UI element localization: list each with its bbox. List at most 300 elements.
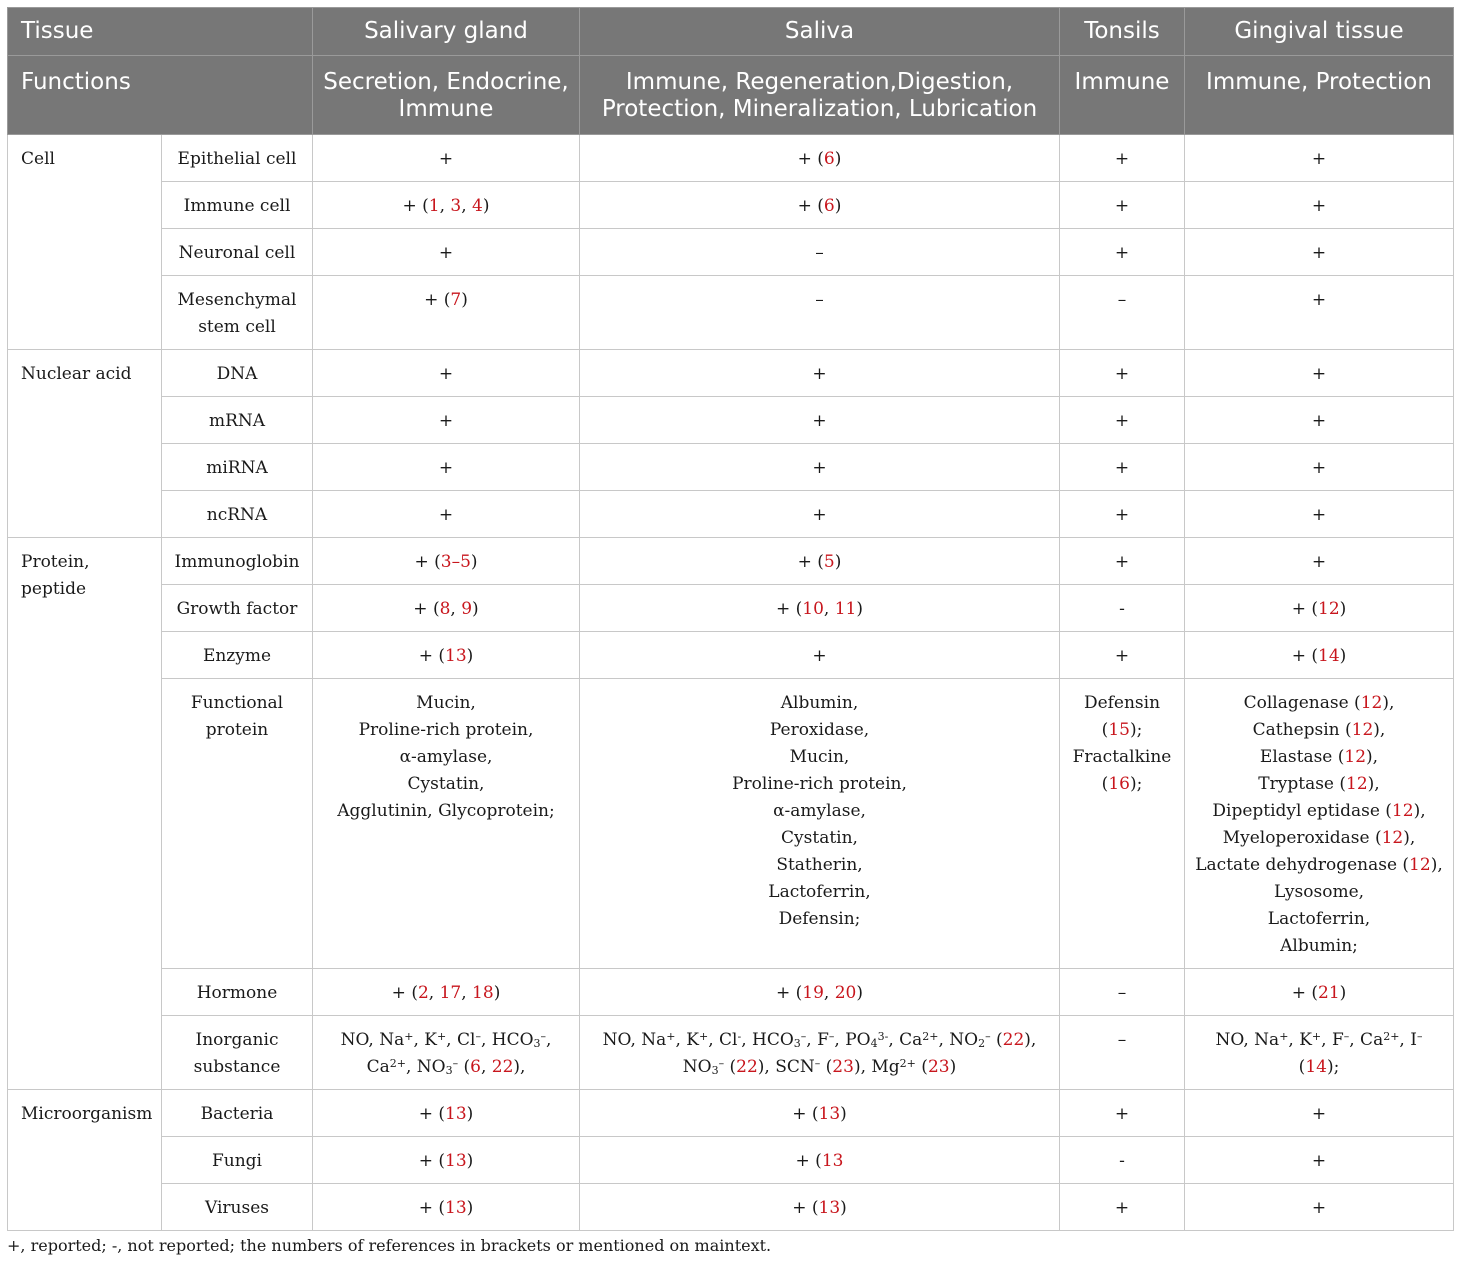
cell-gingival-tissue [1185,679,1454,969]
cell-text: + ( [418,1104,445,1124]
cell-text: + [1311,196,1327,216]
cell-line [313,408,579,435]
cell-text: ) [834,196,842,216]
cell-text: Cystatin, [407,774,485,794]
cell-line [580,549,1059,576]
cell-line [580,1195,1059,1222]
item-label: mRNA [208,411,266,431]
cell-line [1060,596,1184,623]
cell-line [1060,408,1184,435]
cell-line [580,1027,1059,1054]
cell-tonsils [1060,135,1185,182]
cell-text: Proline-rich protein, [732,774,907,794]
functions-label: Functions [8,56,313,135]
cell-gingival-tissue [1185,350,1454,397]
cell-tonsils [1060,276,1185,350]
cell-salivary-gland [313,969,580,1016]
cell-text: + [438,505,454,525]
table-row [8,350,1454,397]
cell-gingival-tissue [1185,491,1454,538]
cell-line [1185,502,1453,529]
tissue-label: Tissue [8,8,313,56]
cell-line [1060,1027,1184,1054]
cell-line [1185,1195,1453,1222]
cell-text: ( [915,1057,928,1077]
cell-line [1060,146,1184,173]
cell-text: ), [1367,774,1380,794]
cell-gingival-tissue [1185,1090,1454,1137]
cell-line [313,502,579,529]
cell-text: + ( [797,552,824,572]
cell-line [1060,717,1184,744]
cell-saliva [580,1137,1060,1184]
cell-text: ) [840,1104,847,1124]
cell-tonsils [1060,229,1185,276]
reference-number: 14 [1305,1057,1327,1077]
category-cell [8,350,162,538]
cell-text: ), Mg [853,1057,900,1077]
cell-text: Ca [366,1057,390,1077]
cell-text: ) [472,599,479,619]
cell-line [1060,1101,1184,1128]
cell-salivary-gland [313,397,580,444]
cell-text: + [1114,552,1130,572]
cell-line [580,852,1059,879]
cell-text: Cystatin, [781,828,858,848]
reference-number: 3–5 [440,552,471,572]
cell-gingival-tissue [1185,182,1454,229]
reference-number: 22 [736,1057,758,1077]
cell-line [580,798,1059,825]
table-row [8,182,1454,229]
cell-text: ), [1413,801,1426,821]
cell-line [1185,852,1453,879]
reference-number: 15 [1108,720,1130,740]
reference-number: 13 [445,1104,467,1124]
cell-line [313,717,579,744]
cell-line [1185,240,1453,267]
cell-tonsils [1060,585,1185,632]
cell-line [1060,549,1184,576]
cell-gingival-tissue [1185,1184,1454,1231]
function-line: Immune, Regeneration,Digestion, [625,69,1014,95]
cell-text: Myeloperoxidase ( [1222,828,1382,848]
item-cell [162,1090,313,1137]
cell-saliva [580,585,1060,632]
cell-text: Agglutinin, Glycoprotein; [337,801,555,821]
cell-line [580,717,1059,744]
cell-line [580,240,1059,267]
cell-gingival-tissue [1185,1137,1454,1184]
cell-saliva [580,969,1060,1016]
cell-text: , Ca [888,1030,923,1050]
cell-text: , [450,599,462,619]
cell-line [580,408,1059,435]
cell-text: , NO [405,1057,446,1077]
reference-number: 13 [445,1198,467,1218]
cell-line [1185,744,1453,771]
cell-text: Tryptase ( [1258,774,1347,794]
cell-text: Defensin [1083,693,1161,713]
reference-number: 16 [1108,774,1130,794]
reference-number: 6 [823,149,835,169]
item-label: Enzyme [202,646,272,666]
cell-line [313,361,579,388]
cell-text: ( [820,1057,833,1077]
reference-number: 12 [1346,774,1368,794]
cell-text: ); [1326,1057,1340,1077]
cell-text: Collagenase ( [1243,693,1361,713]
table-row [8,1090,1454,1137]
table-row [8,397,1454,444]
cell-text: + [438,243,454,263]
item-label: ncRNA [206,505,268,525]
cell-text: – [828,1030,835,1043]
item-cell [162,538,313,585]
cell-text: 2+ [389,1057,406,1070]
reference-number: 10 [802,599,824,619]
cell-text: + ( [795,1151,822,1171]
cell-text: + ( [792,1198,819,1218]
cell-text: ), SCN [757,1057,815,1077]
cell-text: + ( [1291,599,1318,619]
cell-line [1060,980,1184,1007]
cell-tonsils [1060,969,1185,1016]
category-label: Protein, [21,552,90,572]
cell-gingival-tissue [1185,444,1454,491]
cell-line [1185,1027,1453,1054]
cell-text: Albumin, [780,693,859,713]
item-label: Inorganic [195,1030,279,1050]
cell-text: + [1114,505,1130,525]
cell-text: , K [413,1030,437,1050]
cell-text: + [666,1030,676,1043]
table-row [8,491,1454,538]
cell-text: , K [675,1030,700,1050]
cell-text: + [1114,364,1130,384]
item-cell [162,969,313,1016]
reference-number: 9 [461,599,473,619]
cell-text: ), [1373,720,1386,740]
cell-text: , [428,983,440,1003]
cell-text: , [823,599,835,619]
item-label: substance [193,1057,281,1077]
cell-text: ( [724,1057,737,1077]
cell-saliva [580,679,1060,969]
cell-text: + [1311,411,1327,431]
cell-text: Albumin; [1280,936,1358,956]
cell-text: ) [856,983,863,1003]
cell-line [580,287,1059,314]
cell-line [1185,980,1453,1007]
cell-salivary-gland [313,1137,580,1184]
cell-saliva [580,1090,1060,1137]
cell-line [313,146,579,173]
reference-number: 3 [450,196,462,216]
table-row [8,1016,1454,1090]
cell-line [313,193,579,220]
cell-line [313,771,579,798]
cell-text: + [1311,1151,1327,1171]
cell-text: – [452,1057,459,1070]
table-row [8,1184,1454,1231]
item-label: Neuronal cell [178,243,296,263]
item-label: miRNA [206,458,268,478]
cell-text: + [1311,243,1327,263]
cell-text: ) [470,552,478,572]
reference-number: 8 [439,599,451,619]
col-tonsils: Tonsils [1060,8,1185,56]
cell-gingival-tissue [1185,632,1454,679]
cell-text: , HCO [741,1030,794,1050]
reference-number: 1 [428,196,440,216]
cell-line [580,771,1059,798]
cell-tonsils [1060,444,1185,491]
cell-tonsils [1060,679,1185,969]
cell-saliva [580,135,1060,182]
item-label: protein [205,720,269,740]
table-header [8,8,1454,135]
item-label: Fungi [211,1151,262,1171]
cell-saliva [580,229,1060,276]
cell-line [313,549,579,576]
cell-tonsils [1060,397,1185,444]
cell-tonsils [1060,491,1185,538]
cell-text: ) [834,149,842,169]
cell-line [1060,240,1184,267]
cell-line [1185,825,1453,852]
cell-text: ) [840,1198,847,1218]
cell-saliva [580,182,1060,229]
cell-text: ( [458,1057,471,1077]
cell-text: + [404,1030,414,1043]
cell-text: α-amylase, [399,747,493,767]
cell-text: + [812,364,827,384]
cell-gingival-tissue [1185,538,1454,585]
cell-text: – [1117,1030,1127,1050]
reference-number: 5 [823,552,835,572]
cell-text: ) [493,983,501,1003]
cell-gingival-tissue [1185,585,1454,632]
cell-salivary-gland [313,538,580,585]
cell-text: ), [513,1057,526,1077]
table-footnote: +, reported; -, not reported; the numbers of references in brackets or mentioned on maintext. [7,1236,772,1255]
cell-text: , Cl [446,1030,476,1050]
cell-line [1060,1148,1184,1175]
cell-line [580,146,1059,173]
cell-text: - [737,1030,742,1043]
cell-tonsils [1060,632,1185,679]
cell-text: ) [1339,646,1347,666]
reference-number: 12 [1360,693,1383,713]
cell-text: + [1311,290,1327,310]
cell-saliva [580,491,1060,538]
cell-line [1060,744,1184,771]
cell-gingival-tissue [1185,397,1454,444]
cell-saliva [580,444,1060,491]
cell-text: , Cl [708,1030,738,1050]
table-row [8,632,1454,679]
cell-line [1060,455,1184,482]
item-cell [162,397,313,444]
function-line: Secretion, Endocrine, [323,69,569,95]
cell-text: + [1311,458,1327,478]
cell-line [580,193,1059,220]
cell-text: ), [1382,693,1395,713]
cell-text: + [1114,458,1130,478]
cell-line [313,287,579,314]
cell-saliva [580,1184,1060,1231]
cell-text: ( [1298,1057,1306,1077]
cell-text: Elastase ( [1259,747,1345,767]
cell-line [580,361,1059,388]
cell-text: + ( [1291,983,1318,1003]
cell-line [580,455,1059,482]
cell-text: + ( [402,196,429,216]
cell-text: Mucin, [416,693,476,713]
item-cell [162,350,313,397]
cell-text: ) [466,1151,474,1171]
cell-text: – [800,1030,807,1043]
reference-number: 17 [439,983,462,1003]
item-cell [162,585,313,632]
item-label: Viruses [205,1198,269,1218]
cell-text: + ( [418,1198,445,1218]
cell-line [1185,287,1453,314]
cell-line [1185,798,1453,825]
cell-salivary-gland [313,679,580,969]
cell-text: Lactoferrin, [1267,909,1371,929]
header-row-functions [8,56,1454,135]
cell-salivary-gland [313,1090,580,1137]
cell-saliva [580,397,1060,444]
item-cell [162,444,313,491]
item-label: Growth factor [176,599,298,619]
cell-tonsils [1060,1090,1185,1137]
cell-text: + [812,505,827,525]
item-label: stem cell [198,317,276,337]
reference-number: 7 [450,290,462,310]
cell-text: + [438,149,454,169]
cell-line [1185,690,1453,717]
cell-text: , [439,196,451,216]
cell-line [313,643,579,670]
cell-text: ), [1430,855,1443,875]
cell-line [1185,596,1453,623]
cell-text: – [1117,290,1127,310]
cell-text: – [718,1057,725,1070]
tissue-comparison-table [7,7,1454,1231]
item-cell [162,1184,313,1231]
cell-line [313,1054,579,1081]
cell-line [313,798,579,825]
functions-tonsils [1060,56,1185,135]
cell-text: + ( [418,1151,445,1171]
cell-text: ), [1024,1030,1037,1050]
category-label: peptide [21,579,87,599]
category-label: Nuclear acid [21,364,132,384]
cell-text: ) [466,1198,474,1218]
cell-line [1185,361,1453,388]
cell-text: + [1311,552,1327,572]
cell-text: + [1311,1030,1322,1043]
table-row [8,538,1454,585]
cell-text: , [461,196,473,216]
cell-tonsils [1060,538,1185,585]
item-cell [162,1016,313,1090]
cell-text: - [1119,1151,1125,1171]
cell-line [580,906,1059,933]
col-saliva: Saliva [580,8,1060,56]
cell-line [313,744,579,771]
cell-text: ), [1403,828,1416,848]
cell-salivary-gland [313,182,580,229]
cell-text: 2 [978,1037,986,1050]
cell-text: 3- [877,1030,889,1043]
cell-text: Defensin; [778,909,861,929]
cell-text: + [1114,149,1130,169]
cell-text: Dipeptidyl eptidase ( [1212,801,1392,821]
reference-number: 12 [1381,828,1404,848]
cell-text: – [815,290,824,310]
cell-line [1185,408,1453,435]
cell-line [1185,1148,1453,1175]
table-row [8,1137,1454,1184]
reference-number: 18 [472,983,494,1003]
cell-line [1185,1054,1453,1081]
cell-line [1185,193,1453,220]
item-label: Hormone [196,983,278,1003]
cell-text: – [475,1030,481,1043]
cell-text: , F [806,1030,829,1050]
cell-line [1185,717,1453,744]
cell-text: + [812,646,827,666]
cell-text: , [461,983,473,1003]
cell-text: + ( [1291,646,1318,666]
cell-text: ) [1339,983,1347,1003]
reference-number: 13 [445,646,467,666]
cell-text: – [985,1030,991,1043]
cell-line [313,1195,579,1222]
cell-gingival-tissue [1185,276,1454,350]
cell-line [313,980,579,1007]
cell-text: + [1114,196,1130,216]
function-line: Immune [398,96,494,122]
table-row [8,679,1454,969]
cell-text: Lactate dehydrogenase ( [1195,855,1410,875]
cell-salivary-gland [313,632,580,679]
functions-saliva [580,56,1060,135]
cell-line [580,1054,1059,1081]
item-cell [162,229,313,276]
cell-text: + [438,364,454,384]
cell-gingival-tissue [1185,229,1454,276]
cell-text: NO, Na [602,1030,667,1050]
item-label: Functional [190,693,284,713]
cell-text: – [1117,983,1127,1003]
cell-line [313,1101,579,1128]
item-label: Mesenchymal [177,290,297,310]
reference-number: 23 [927,1057,950,1077]
cell-text: + [1114,1198,1130,1218]
cell-line [580,690,1059,717]
cell-line [580,879,1059,906]
cell-line [580,744,1059,771]
cell-line [1185,146,1453,173]
cell-text: + ( [413,599,440,619]
cell-text: Cathepsin ( [1252,720,1352,740]
cell-salivary-gland [313,1016,580,1090]
